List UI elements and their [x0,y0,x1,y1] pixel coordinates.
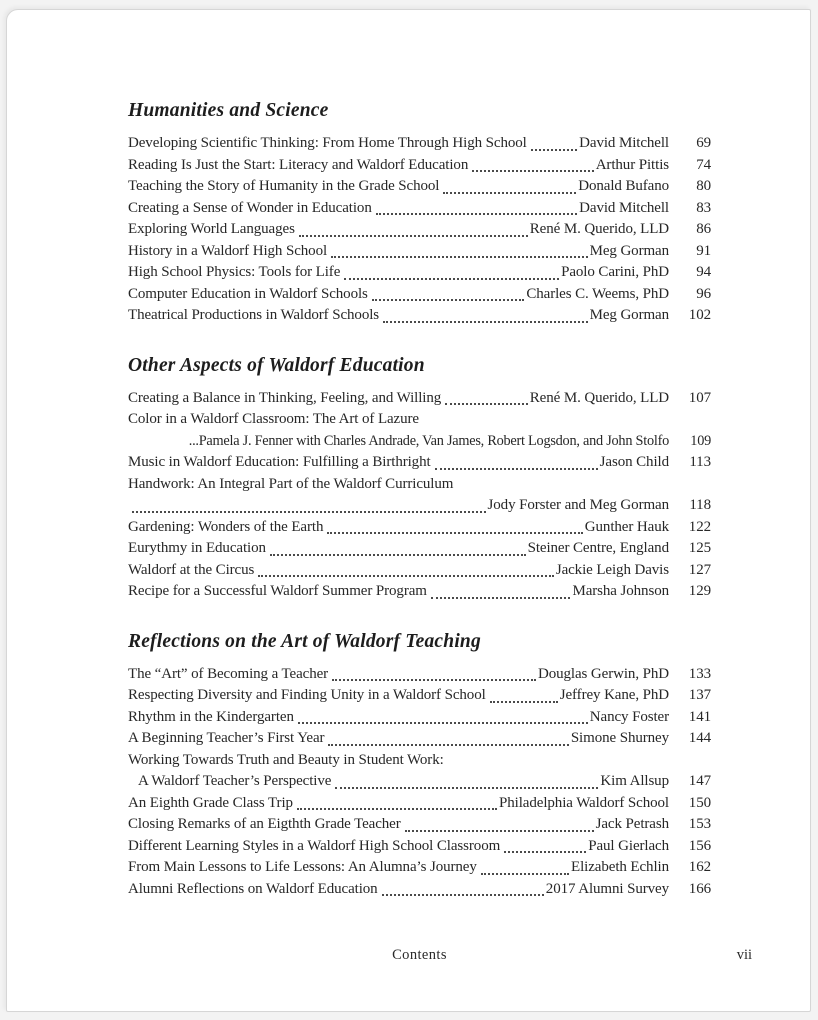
entry-page-number: 96 [696,285,711,302]
entry-author: Simone Shurney [570,730,669,746]
entry-page-number: 141 [688,708,711,725]
toc-entry-line [128,836,711,858]
toc-entry-line [128,176,711,198]
toc-entry-line [128,793,711,815]
entry-title: Creating a Sense of Wonder in Education [128,199,372,216]
dot-leader [435,468,598,470]
entry-author: Nancy Foster [589,708,669,725]
entry-page-number: 109 [690,432,711,449]
entry-title: Eurythmy in Education [128,540,266,556]
entry-title: Reading Is Just the Start: Literacy and Waldorf Education [128,156,469,173]
dot-leader [344,278,559,280]
entry-title: An Eighth Grade Class Trip [128,794,293,811]
entry-title: Gardening: Wonders of the Earth [128,518,324,535]
entry-title: Handwork: An Integral Part of the Waldorf Curriculum [128,475,454,492]
entry-author: Marsha Johnson [572,583,669,599]
entry-page-number: 144 [688,730,711,746]
entry-page-number: 113 [689,454,711,470]
toc-entry-line [128,284,711,306]
dot-leader [472,170,593,172]
entry-author: Kim Allsup [600,773,669,789]
dot-leader [258,575,554,577]
entry-author: Jason Child [599,454,669,470]
entry-title: Teaching the Story of Humanity in the Grade School [128,178,440,194]
entry-title: Closing Remarks of an Eigthth Grade Teacher [128,816,401,832]
entry-author: Jackie Leigh Davis [555,561,669,578]
toc-entry-line [128,474,711,496]
dot-leader [372,299,525,301]
toc-entry-line [128,198,711,220]
entry-author: Douglas Gerwin, PhD [537,665,669,682]
entry-author: Arthur Pittis [595,156,669,173]
toc-entry-line [128,305,711,327]
dot-leader [335,787,598,789]
entry-page-number: 153 [688,816,711,832]
toc-entry-line [128,452,711,474]
entry-title: From Main Lessons to Life Lessons: An Alumna’s Journey [128,859,477,875]
entry-title: Alumni Reflections on Waldorf Education [128,880,378,897]
entry-author: Jody Forster and Meg Gorman [487,497,669,513]
entry-page-number: 74 [696,156,711,173]
toc-entry-line [128,241,711,263]
dot-leader [331,256,588,258]
entry-page-number: 86 [696,221,711,237]
toc-entry-line [128,388,711,410]
entry-title: Music in Waldorf Education: Fulfilling a Birthright [128,454,431,470]
entry-title: Rhythm in the Kindergarten [128,708,294,725]
dot-leader [327,532,582,534]
section-heading: Humanities and Science [128,100,329,121]
toc-entry-line [128,771,711,793]
toc-entry-line [128,664,711,686]
entry-page-number: 107 [688,389,711,406]
dot-leader [490,701,558,703]
toc-entry-line [128,538,711,560]
toc-entry-line [128,409,711,431]
entry-author: ...Pamela J. Fenner with Charles Andrade, Van James, Robert Logsdon, and John Stolfo [188,432,669,449]
dot-leader [481,873,569,875]
entry-title: Computer Education in Waldorf Schools [128,285,368,302]
entry-author: Jeffrey Kane, PhD [559,687,669,703]
toc-entry-line [128,517,711,539]
dot-leader [445,403,528,405]
entry-page-number: 83 [696,199,711,216]
entry-title: Different Learning Styles in a Waldorf High School Classroom [128,837,501,854]
entry-page-number: 166 [688,880,711,897]
entry-page-number: 162 [688,859,711,875]
entry-author: Paolo Carini, PhD [561,264,669,280]
dot-leader [531,149,577,151]
entry-title: Theatrical Productions in Waldorf Schools [128,307,380,323]
entry-author: Charles C. Weems, PhD [526,285,669,302]
entry-title: History in a Waldorf High School [128,242,328,259]
toc-entry-line [128,814,711,836]
footer-page-number: vii [736,947,752,963]
entry-title: Respecting Diversity and Finding Unity in a Waldorf School [128,687,486,703]
footer-running-title: Contents [392,947,447,963]
entry-author: Meg Gorman [589,242,669,259]
dot-leader [297,808,497,810]
entry-title: Developing Scientific Thinking: From Home Through High School [128,135,527,151]
entry-author: David Mitchell [579,135,669,151]
entry-page-number: 125 [688,540,711,556]
entry-page-number: 80 [696,178,711,194]
section-heading: Reflections on the Art of Waldorf Teaching [128,630,481,652]
entry-title: Color in a Waldorf Classroom: The Art of Lazure [128,411,419,427]
entry-author: Philadelphia Waldorf School [499,794,669,811]
dot-leader [299,235,528,237]
entry-title: The “Art” of Becoming a Teacher [128,665,329,682]
entry-author: Gunther Hauk [584,518,669,535]
entry-page-number: 137 [688,687,711,703]
entry-author: René M. Querido, LLD [529,221,669,237]
entry-title: Exploring World Languages [128,221,295,237]
entry-title: A Beginning Teacher’s First Year [128,730,325,746]
entry-page-number: 129 [688,583,711,599]
section-heading: Other Aspects of Waldorf Education [128,354,425,376]
entry-author: Paul Gierlach [588,837,669,854]
entry-title: Working Towards Truth and Beauty in Student Work: [128,751,444,768]
toc-entry-line [128,728,711,750]
entry-page-number: 118 [689,497,711,513]
entry-page-number: 69 [696,135,711,151]
entry-page-number: 156 [688,837,711,854]
toc-content [128,98,711,900]
toc-entry-line [128,495,711,517]
entry-author: 2017 Alumni Survey [545,880,669,897]
toc-entry-line [128,707,711,729]
entry-author: Meg Gorman [589,307,669,323]
toc-entry-line [128,685,711,707]
toc-entry-line [128,219,711,241]
entry-title: Recipe for a Successful Waldorf Summer Program [128,583,427,599]
entry-page-number: 127 [688,561,711,578]
dot-leader [383,321,588,323]
entry-page-number: 102 [688,307,711,323]
entry-author: René M. Querido, LLD [529,389,669,406]
dot-leader [382,894,544,896]
entry-page-number: 122 [688,518,711,535]
entry-page-number: 133 [688,665,711,682]
entry-author: Steiner Centre, England [527,540,669,556]
toc-entry-line [128,879,711,901]
toc-entry-line [128,431,711,453]
toc-entry-line [128,857,711,879]
toc-entry-line [128,560,711,582]
entry-author: David Mitchell [579,199,669,216]
entry-title: High School Physics: Tools for Life [128,264,341,280]
dot-leader [270,554,526,556]
toc-entry-line [128,262,711,284]
toc-entry-line [128,155,711,177]
entry-title: Creating a Balance in Thinking, Feeling, and Willing [128,389,442,406]
dot-leader [328,744,568,746]
dot-leader [298,722,588,724]
entry-author: Jack Petrash [595,816,669,832]
toc-entry-line [128,133,711,155]
entry-title: Waldorf at the Circus [128,561,255,578]
toc-entry-line [128,581,711,603]
entry-page-number: 91 [696,242,711,259]
entry-page-number: 94 [696,264,711,280]
document-page [6,9,811,1012]
dot-leader [332,679,536,681]
entry-title: A Waldorf Teacher’s Perspective [138,773,332,789]
dot-leader [443,192,576,194]
dot-leader [376,213,577,215]
entry-author: Elizabeth Echlin [571,859,669,875]
entry-page-number: 147 [688,773,711,789]
dot-leader [405,830,594,832]
toc-entry-line [128,750,711,772]
page-footer [128,947,752,964]
dot-leader [431,597,571,599]
entry-author: Donald Bufano [578,178,669,194]
dot-leader [504,851,586,853]
dot-leader [132,511,486,513]
entry-page-number: 150 [688,794,711,811]
